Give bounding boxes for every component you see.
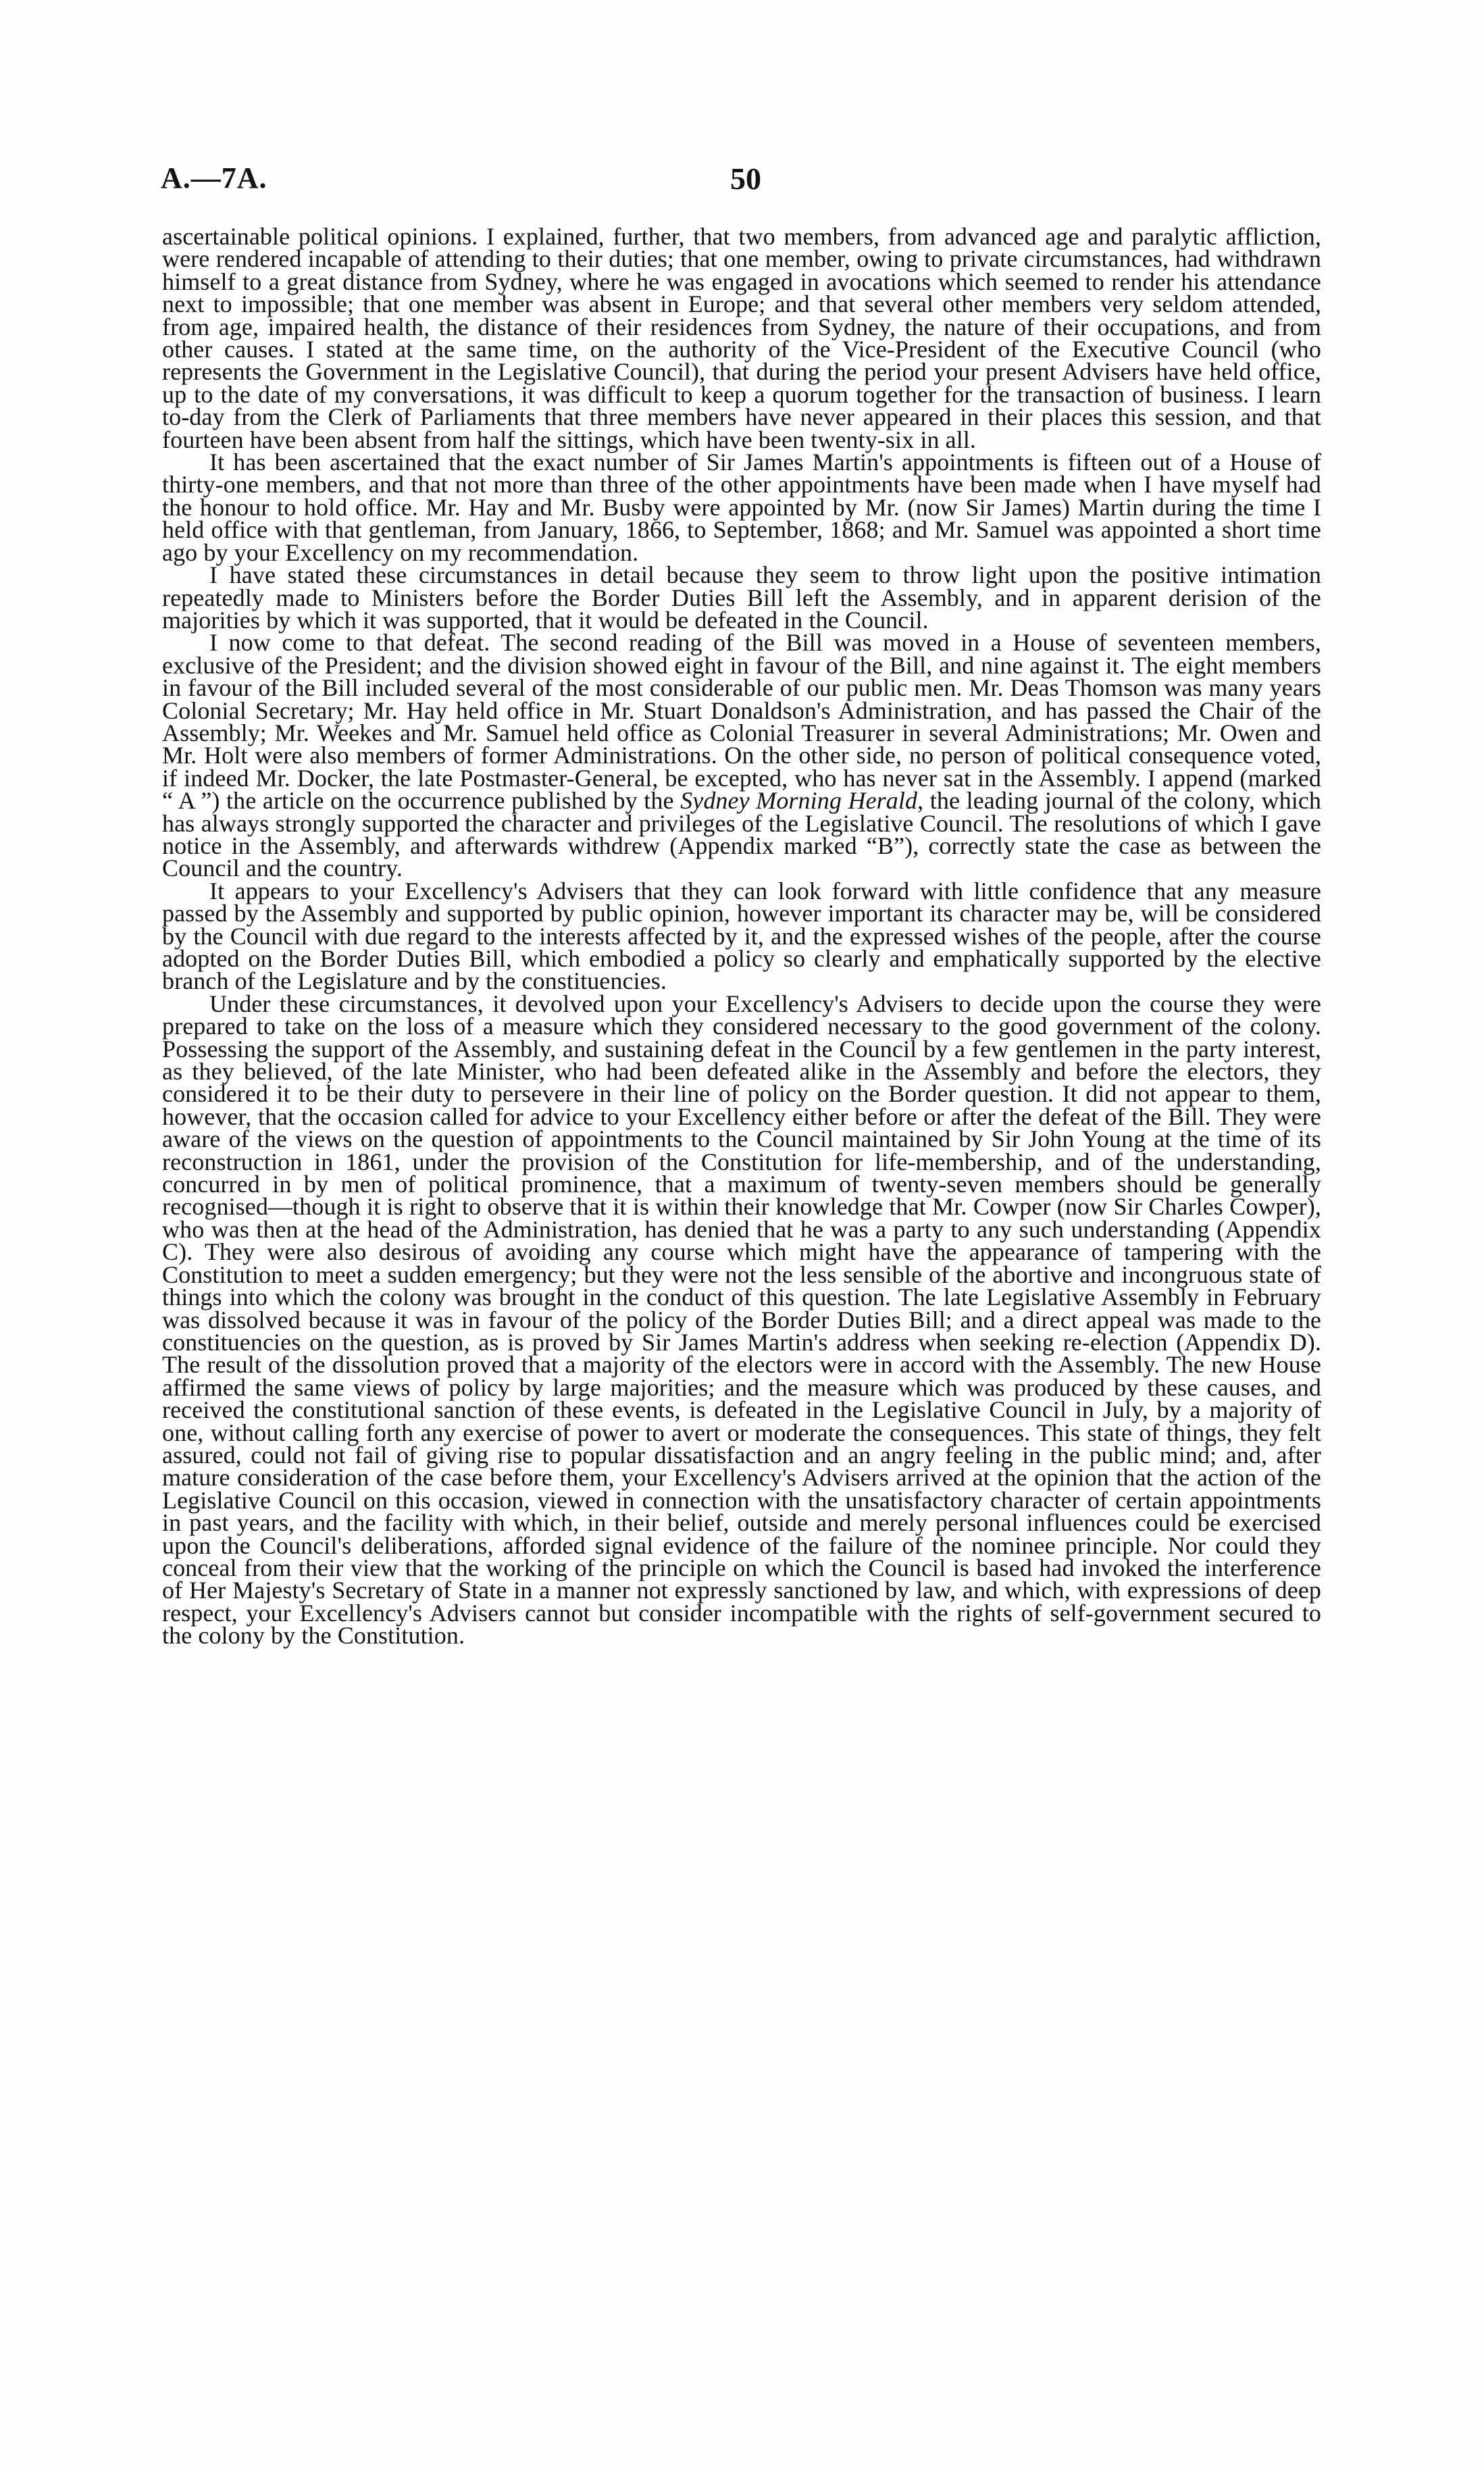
paragraph-continued: ascertainable political opinions. I explained, further, that two members, from advanced age and paralytic affliction, were rendered incapable of attending to their duties; that one member, owing to private circumstances, had withdrawn himself to a great distance from Sydney, where he was engaged in avocations which seemed to render his attendance next to impossible; that one member was absent in Europe; and that several other members very seldom attended, from age, impaired health, the distance of their residences from Sydney, the nature of their occupations, and from other causes. I stated at the same time, on the authority of the Vice-President of the Executive Council (who represents the Government in the Legislative Council), that during the period your present Advisers have held office, up to the date of my conversations, it was difficult to keep a quorum together for the transaction of business. I learn to-day from the Clerk of Parliaments that three members have never appeared in their places this session, and that fourteen have been absent from half the sittings, which have been twenty-six in all. (162, 223, 1321, 453)
document-body (162, 223, 1321, 1650)
page-header (161, 161, 1323, 208)
paragraph-intimation: I have stated these circumstances in detail because they seem to throw light upon the positive intimation repeatedly made to Ministers before the Border Duties Bill left the Assembly, and in apparent derision of the majorities by which it was supported, that it would be defeated in the Council. (162, 561, 1321, 634)
page-number: 50 (730, 161, 761, 196)
paragraph-confidence: It appears to your Excellency's Advisers that they can look forward with little confidence that any measure passed by the Assembly and supported by public opinion, however important its character may be, will be considered by the Council with due regard to the interests affected by it, and the expressed wishes of the people, after the course adopted on the Border Duties Bill, which embodied a policy so clearly and emphatically supported by the elective branch of the Legislature and by the constituencies. (162, 877, 1321, 995)
paragraph-defeat-text: I now come to that defeat. The second reading of the Bill was moved in a House of seventeen members, exclusive of the President; and the division showed eight in favour of the Bill, and nine against it. The eight members in favour of the Bill included several of the most considerable of our public men. Mr. Deas Thomson was many years Colonial Secretary; Mr. Hay held office in Mr. Stuart Donaldson's Administration, and has passed the Chair of the Assembly; Mr. Weekes and Mr. Samuel held office as Colonial Treasurer in several Administrations; Mr. Owen and Mr. Holt were also members of former Administrations. On the other side, no person of political consequence voted, if indeed Mr. Docker, the late Postmaster-General, be excepted, who has never sat in the Assembly. I append (marked “ A ”) the article on the occurrence published by the (162, 629, 1321, 815)
paragraph-circumstances: Under these circumstances, it devolved upon your Excellency's Advisers to decide upon the course they were prepared to take on the loss of a measure which they considered necessary to the good government of the colony. Possessing the support of the Assembly, and sustaining defeat in the Council by a few gentlemen in the party interest, as they believed, of the late Minister, who had been defeated alike in the Assembly and before the electors, they considered it to be their duty to persevere in their line of policy on the Border question. It did not appear to them, however, that the occasion called for advice to your Excellency either before or after the defeat of the Bill. They were aware of the views on the question of appointments to the Council maintained by Sir John Young at the time of its reconstruction in 1861, under the provision of the Constitution for life-membership, and of the understanding, concurred in by men of political prominence, that a maximum of twenty-seven members should be generally recognised—though it is right to observe that it is within their knowledge that Mr. Cowper (now Sir Charles Cowper), who was then at the head of the Administration, has denied that he was a party to any such understanding (Appendix C). They were also desirous of avoiding any course which might have the appearance of tampering with the Constitution to meet a sudden emergency; but they were not the less sensible of the abortive and incongruous state of things into which the colony was brought in the conduct of this question. The late Legislative Assembly in February was dissolved because it was in favour of the policy of the Border Duties Bill; and a direct appeal was made to the constituencies on the question, as is proved by Sir James Martin's address when seeking re-election (Appendix D). The result of the dissolution proved that a majority of the electors were in accord with the Assembly. The new House affirmed the same views of policy by large majorities; and the measure which was produced by these causes, and received the constitutional sanction of these events, is defeated in the Legislative Council in July, by a majority of one, without calling forth any exercise of power to avert or moderate the consequences. This state of things, they felt assured, could not fail of giving rise to popular dissatisfaction and an angry feeling in the public mind; and, after mature consideration of the case before them, your Excellency's Advisers arrived at the opinion that the action of the Legislative Council on this occasion, viewed in connection with the unsatisfactory character of certain appointments in past years, and the facility with which, in their belief, outside and merely personal influences could be exercised upon the Council's deliberations, afforded signal evidence of the failure of the nominee principle. Nor could they conceal from their view that the working of the principle on which the Council is based had invoked the interference of Her Majesty's Secretary of State in a manner not expressly sanctioned by law, and which, with expressions of deep respect, your Excellency's Advisers cannot but consider incompatible with the rights of self-government secured to the colony by the Constitution. (162, 990, 1321, 1650)
paragraph-defeat-text-cont: , the leading journal of the colony, which has always strongly supported the character and privileges of the Legislative Council. The resolutions of which I gave notice in the Assembly, and afterwards withdrew (Appendix marked “B”), correctly state the case as between the Council and the country. (162, 787, 1321, 882)
paragraph-defeat (162, 629, 1321, 882)
document-reference: A.—7A. (161, 161, 267, 195)
paragraph-appointments: It has been ascertained that the exact number of Sir James Martin's appointments is fifteen out of a House of thirty-one members, and that not more than three of the other appointments have been made when I have myself had the honour to hold office. Mr. Hay and Mr. Busby were appointed by Mr. (now Sir James) Martin during the time I held office with that gentleman, from January, 1866, to September, 1868; and Mr. Samuel was appointed a short time ago by your Excellency on my recommendation. (162, 449, 1321, 566)
newspaper-title: Sydney Morning Herald (680, 787, 918, 815)
